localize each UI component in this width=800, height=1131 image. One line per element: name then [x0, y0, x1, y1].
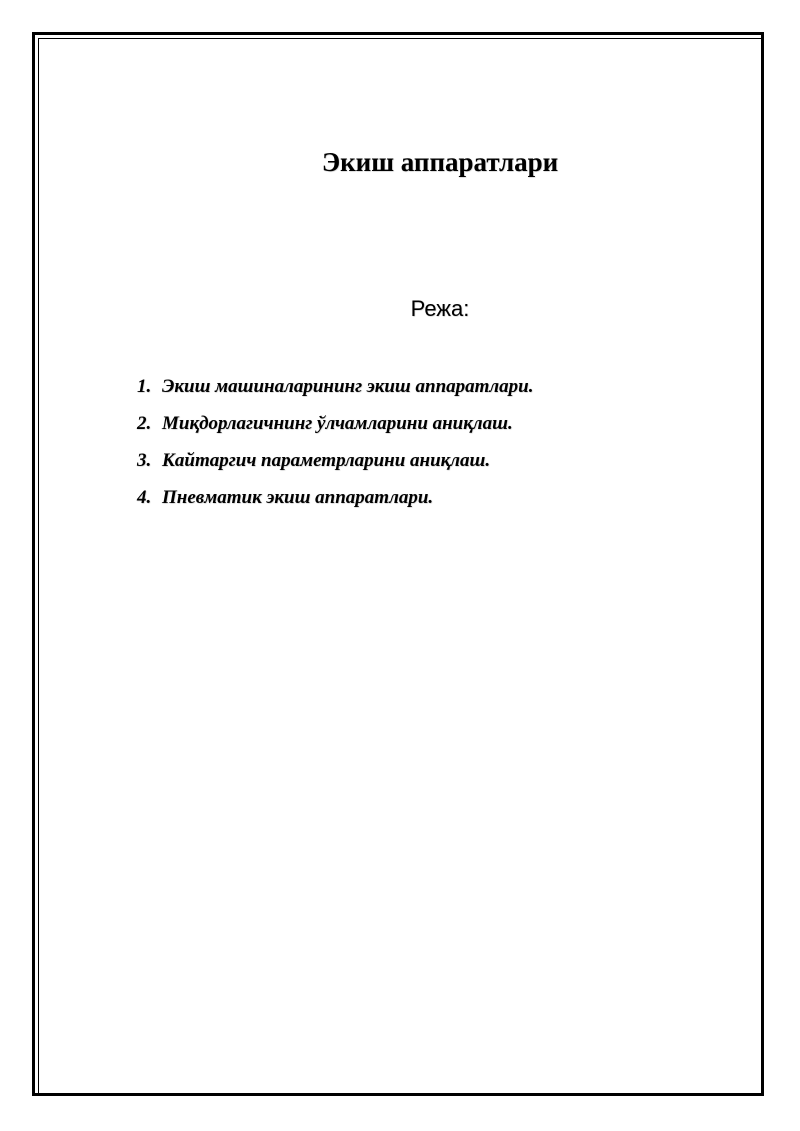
plan-list	[137, 368, 533, 516]
plan-item-text: Миқдорлагичнинг ўлчамларини аниқлаш.	[162, 413, 513, 434]
plan-item-number: 4.	[137, 487, 152, 508]
plan-item-number: 1.	[137, 376, 152, 397]
page-border-inner	[38, 38, 762, 1096]
plan-item	[137, 368, 533, 405]
plan-item	[137, 405, 533, 442]
plan-heading: Режа:	[410, 296, 470, 321]
plan-item-text: Экиш машиналарининг экиш аппаратлари.	[162, 376, 534, 397]
plan-item	[137, 479, 533, 516]
plan-item-number: 3.	[137, 450, 152, 471]
plan-item-text: Пневматик экиш аппаратлари.	[162, 487, 434, 508]
document-title: Экиш аппаратлари	[321, 147, 559, 177]
plan-item	[137, 442, 533, 479]
plan-item-text: Кайтаргич параметрларини аниқлаш.	[162, 450, 491, 471]
plan-item-number: 2.	[137, 413, 152, 434]
